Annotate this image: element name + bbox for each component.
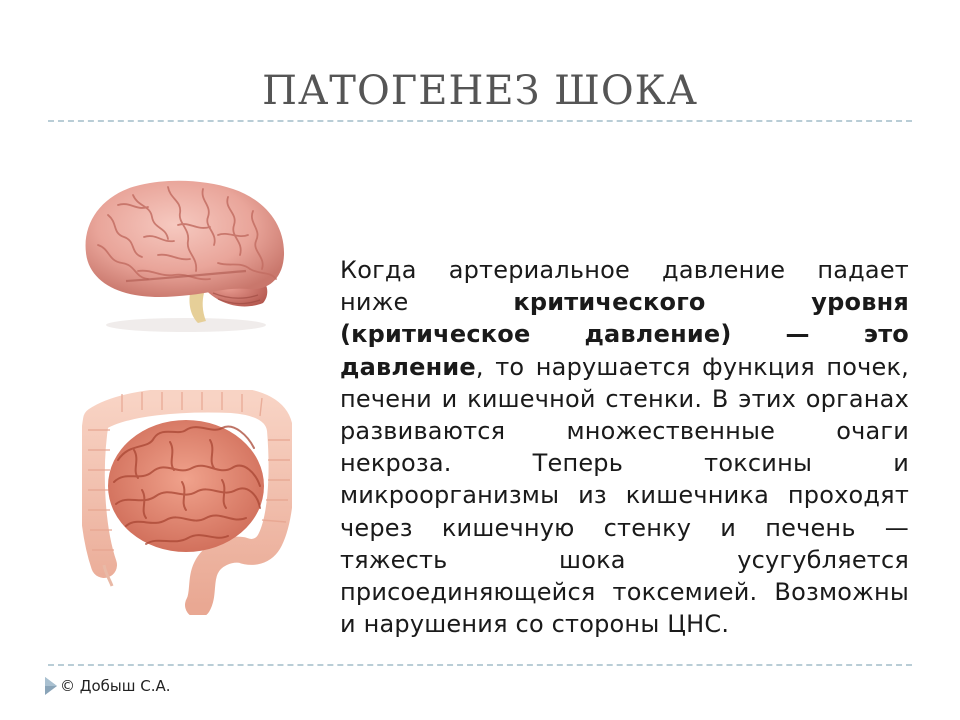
triangle-arrow-icon xyxy=(44,676,58,696)
slide-title: ПАТОГЕНЕЗ ШОКА xyxy=(262,68,698,114)
body-text-part1: Когда артериальное давление падает ниже xyxy=(340,256,909,317)
brain-illustration xyxy=(78,175,293,335)
body-text-part2: , то нарушается функция почек, печени и кишечной стенки. В этих органах развиваются множественные очаги некроза. Теперь токсины и микроорганизмы из кишечника проходят через кишечную стенку и печень — тяжесть шока усугубляется присоединяющейся токсемией. Возможны и нарушения со стороны ЦНС. xyxy=(340,352,909,639)
copyright-text: © Добыш С.А. xyxy=(60,677,171,695)
body-text-bold: критического уровня (критическое давление) — это давление xyxy=(340,288,909,381)
intestine-illustration xyxy=(82,390,292,615)
footer xyxy=(44,676,171,696)
footer-divider xyxy=(48,664,912,666)
title-divider xyxy=(48,120,912,122)
body-paragraph xyxy=(340,254,909,640)
